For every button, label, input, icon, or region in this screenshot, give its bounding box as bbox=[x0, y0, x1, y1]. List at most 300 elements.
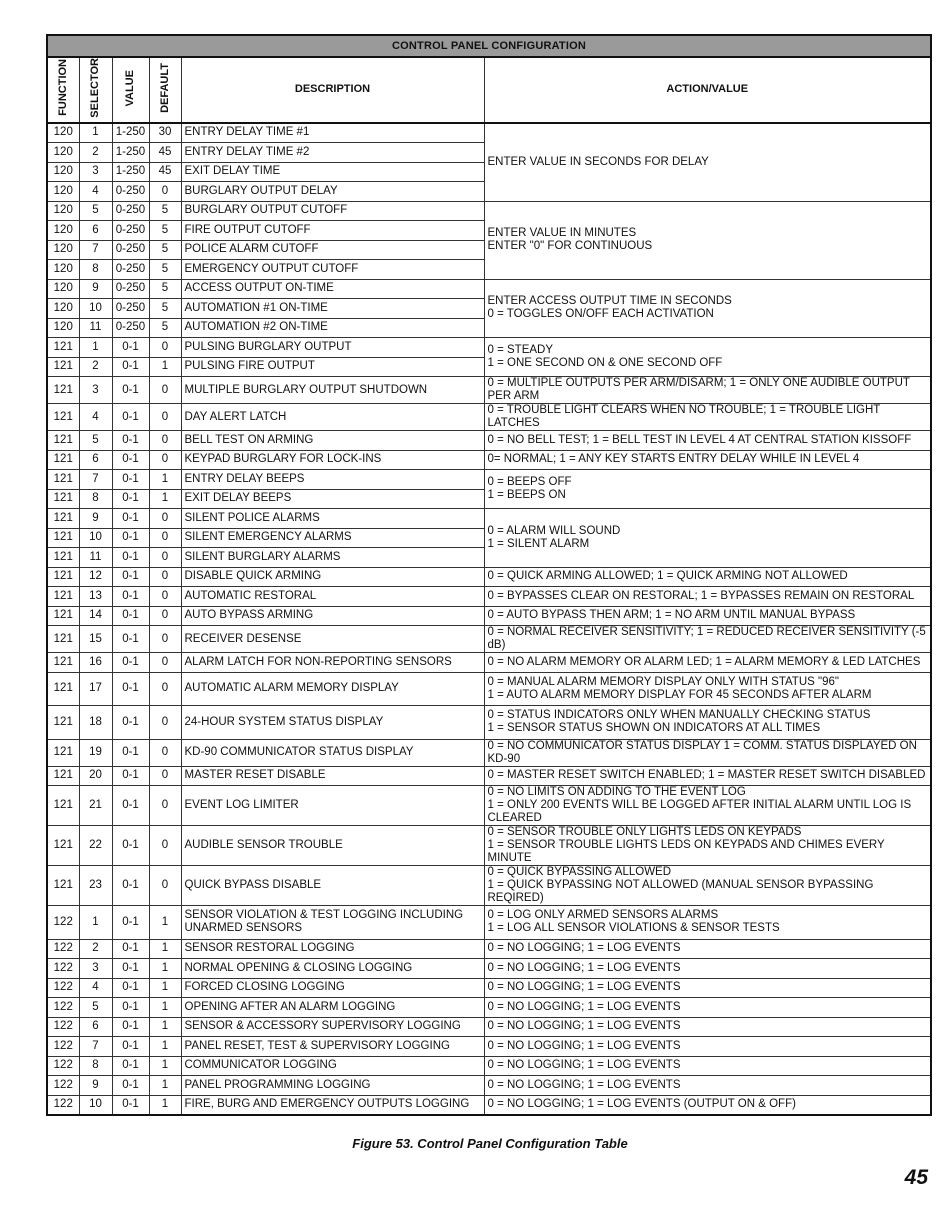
selector-cell: 6 bbox=[79, 1017, 112, 1037]
default-cell: 5 bbox=[149, 260, 181, 280]
function-cell: 121 bbox=[47, 826, 79, 866]
table-row bbox=[47, 338, 931, 358]
description-cell: AUTOMATION #2 ON-TIME bbox=[181, 318, 484, 338]
selector-cell: 15 bbox=[79, 626, 112, 653]
function-cell: 122 bbox=[47, 959, 79, 979]
default-cell: 5 bbox=[149, 318, 181, 338]
selector-cell: 9 bbox=[79, 509, 112, 529]
value-cell: 0-1 bbox=[112, 528, 149, 548]
description-cell: PULSING FIRE OUTPUT bbox=[181, 357, 484, 377]
action-value-line: 0 = NO LOGGING; 1 = LOG EVENTS bbox=[487, 981, 681, 994]
selector-cell: 10 bbox=[79, 1095, 112, 1115]
action-value-line: 0 = TROUBLE LIGHT CLEARS WHEN NO TROUBLE; 1 = TROUBLE LIGHT LATCHES bbox=[487, 404, 881, 430]
table-row bbox=[47, 587, 931, 607]
default-cell: 1 bbox=[149, 470, 181, 490]
action-value-line: 0 = NO LOGGING; 1 = LOG EVENTS bbox=[487, 1000, 681, 1013]
default-cell: 0 bbox=[149, 739, 181, 766]
value-cell: 0-250 bbox=[112, 221, 149, 241]
default-cell: 5 bbox=[149, 221, 181, 241]
default-cell: 30 bbox=[149, 123, 181, 143]
selector-cell: 4 bbox=[79, 404, 112, 431]
action-value-line: 0 = NO BELL TEST; 1 = BELL TEST IN LEVEL 4 AT CENTRAL STATION KISSOFF bbox=[487, 433, 912, 446]
description-cell: ENTRY DELAY TIME #2 bbox=[181, 143, 484, 163]
value-cell: 0-1 bbox=[112, 470, 149, 490]
function-cell: 121 bbox=[47, 338, 79, 358]
action-value-cell bbox=[484, 123, 931, 202]
value-cell: 0-1 bbox=[112, 998, 149, 1018]
value-cell: 0-1 bbox=[112, 959, 149, 979]
selector-cell: 20 bbox=[79, 766, 112, 786]
table-row bbox=[47, 672, 931, 706]
value-cell: 0-1 bbox=[112, 567, 149, 587]
description-cell: QUICK BYPASS DISABLE bbox=[181, 866, 484, 906]
default-cell: 0 bbox=[149, 404, 181, 431]
selector-cell: 3 bbox=[79, 377, 112, 404]
function-cell: 122 bbox=[47, 978, 79, 998]
selector-cell: 11 bbox=[79, 548, 112, 568]
action-value-cell bbox=[484, 1056, 931, 1076]
description-cell: AUDIBLE SENSOR TROUBLE bbox=[181, 826, 484, 866]
default-cell: 0 bbox=[149, 509, 181, 529]
action-value-cell bbox=[484, 567, 931, 587]
table-row bbox=[47, 123, 931, 143]
description-cell: SILENT BURGLARY ALARMS bbox=[181, 548, 484, 568]
page-number: 45 bbox=[904, 1166, 928, 1189]
action-value-line: 0 = NO ALARM MEMORY OR ALARM LED; 1 = ALARM MEMORY & LED LATCHES bbox=[487, 655, 921, 668]
selector-cell: 19 bbox=[79, 739, 112, 766]
selector-cell: 14 bbox=[79, 606, 112, 626]
action-value-cell bbox=[484, 201, 931, 279]
selector-cell: 18 bbox=[79, 706, 112, 740]
description-cell: BELL TEST ON ARMING bbox=[181, 431, 484, 451]
function-cell: 120 bbox=[47, 143, 79, 163]
function-cell: 121 bbox=[47, 450, 79, 470]
value-cell: 0-1 bbox=[112, 939, 149, 959]
selector-cell: 6 bbox=[79, 221, 112, 241]
action-value-cell bbox=[484, 338, 931, 377]
value-cell: 0-1 bbox=[112, 978, 149, 998]
default-cell: 1 bbox=[149, 959, 181, 979]
value-cell: 0-1 bbox=[112, 1076, 149, 1096]
function-cell: 121 bbox=[47, 766, 79, 786]
description-cell: BURGLARY OUTPUT CUTOFF bbox=[181, 201, 484, 221]
description-cell: DISABLE QUICK ARMING bbox=[181, 567, 484, 587]
selector-cell: 5 bbox=[79, 998, 112, 1018]
action-value-line: 1 = SENSOR STATUS SHOWN ON INDICATORS AT ALL TIMES bbox=[487, 722, 821, 735]
description-cell: RECEIVER DESENSE bbox=[181, 626, 484, 653]
default-cell: 1 bbox=[149, 489, 181, 509]
value-cell: 0-1 bbox=[112, 706, 149, 740]
description-cell: ALARM LATCH FOR NON-REPORTING SENSORS bbox=[181, 653, 484, 673]
action-value-line: 0 = NO LOGGING; 1 = LOG EVENTS bbox=[487, 961, 681, 974]
default-cell: 1 bbox=[149, 1095, 181, 1115]
action-value-line: 0 = MULTIPLE OUTPUTS PER ARM/DISARM; 1 = ONLY ONE AUDIBLE OUTPUT PER ARM bbox=[487, 377, 910, 403]
action-value-line: 0 = NO LOGGING; 1 = LOG EVENTS bbox=[487, 1059, 681, 1072]
function-cell: 121 bbox=[47, 528, 79, 548]
function-cell: 121 bbox=[47, 431, 79, 451]
action-value-cell bbox=[484, 786, 931, 826]
selector-cell: 1 bbox=[79, 123, 112, 143]
function-cell: 121 bbox=[47, 509, 79, 529]
action-value-line: 0 = MASTER RESET SWITCH ENABLED; 1 = MASTER RESET SWITCH DISABLED bbox=[487, 769, 926, 782]
description-cell: SENSOR RESTORAL LOGGING bbox=[181, 939, 484, 959]
action-value-line: 1 = SILENT ALARM bbox=[487, 537, 590, 550]
selector-cell: 8 bbox=[79, 260, 112, 280]
value-cell: 0-250 bbox=[112, 201, 149, 221]
table-row bbox=[47, 606, 931, 626]
table-row bbox=[47, 939, 931, 959]
default-cell: 1 bbox=[149, 1037, 181, 1057]
action-value-cell bbox=[484, 431, 931, 451]
table-row bbox=[47, 766, 931, 786]
selector-cell: 17 bbox=[79, 672, 112, 706]
function-cell: 121 bbox=[47, 739, 79, 766]
function-cell: 121 bbox=[47, 606, 79, 626]
default-cell: 0 bbox=[149, 653, 181, 673]
action-value-cell bbox=[484, 866, 931, 906]
description-cell: AUTOMATION #1 ON-TIME bbox=[181, 299, 484, 319]
action-value-cell bbox=[484, 998, 931, 1018]
selector-cell: 2 bbox=[79, 939, 112, 959]
action-value-cell bbox=[484, 906, 931, 940]
value-cell: 0-1 bbox=[112, 786, 149, 826]
action-value-line: 0 = LOG ONLY ARMED SENSORS ALARMS bbox=[487, 909, 719, 922]
action-value-cell bbox=[484, 1095, 931, 1115]
function-cell: 121 bbox=[47, 470, 79, 490]
action-value-line: 0 = NO LOGGING; 1 = LOG EVENTS bbox=[487, 942, 681, 955]
default-cell: 45 bbox=[149, 162, 181, 182]
default-cell: 1 bbox=[149, 1056, 181, 1076]
action-value-line: 0 = NO LIMITS ON ADDING TO THE EVENT LOG bbox=[487, 786, 746, 799]
function-cell: 120 bbox=[47, 240, 79, 260]
action-value-line: 0 = NO LOGGING; 1 = LOG EVENTS bbox=[487, 1020, 681, 1033]
default-cell: 0 bbox=[149, 626, 181, 653]
action-value-line: 0 = SENSOR TROUBLE ONLY LIGHTS LEDS ON KEYPADS bbox=[487, 826, 802, 839]
value-cell: 0-1 bbox=[112, 653, 149, 673]
description-cell: SILENT POLICE ALARMS bbox=[181, 509, 484, 529]
selector-cell: 16 bbox=[79, 653, 112, 673]
description-cell: KEYPAD BURGLARY FOR LOCK-INS bbox=[181, 450, 484, 470]
header-function: FUNCTION bbox=[47, 57, 79, 123]
function-cell: 120 bbox=[47, 260, 79, 280]
value-cell: 0-1 bbox=[112, 1037, 149, 1057]
table-row bbox=[47, 431, 931, 451]
default-cell: 0 bbox=[149, 606, 181, 626]
table-row bbox=[47, 450, 931, 470]
description-cell: SENSOR & ACCESSORY SUPERVISORY LOGGING bbox=[181, 1017, 484, 1037]
action-value-line: 1 = QUICK BYPASSING NOT ALLOWED (MANUAL SENSOR BYPASSING REQIRED) bbox=[487, 879, 874, 905]
selector-cell: 9 bbox=[79, 279, 112, 299]
selector-cell: 12 bbox=[79, 567, 112, 587]
value-cell: 0-1 bbox=[112, 404, 149, 431]
action-value-line: 1 = LOG ALL SENSOR VIOLATIONS & SENSOR TESTS bbox=[487, 922, 780, 935]
default-cell: 0 bbox=[149, 431, 181, 451]
table-row bbox=[47, 906, 931, 940]
selector-cell: 9 bbox=[79, 1076, 112, 1096]
action-value-cell bbox=[484, 509, 931, 568]
default-cell: 0 bbox=[149, 766, 181, 786]
function-cell: 121 bbox=[47, 404, 79, 431]
action-value-cell bbox=[484, 587, 931, 607]
description-cell: AUTOMATIC ALARM MEMORY DISPLAY bbox=[181, 672, 484, 706]
default-cell: 1 bbox=[149, 357, 181, 377]
header-value: VALUE bbox=[112, 57, 149, 123]
action-value-cell bbox=[484, 978, 931, 998]
action-value-line: 0 = MANUAL ALARM MEMORY DISPLAY ONLY WITH STATUS "96" bbox=[487, 675, 839, 688]
selector-cell: 6 bbox=[79, 450, 112, 470]
function-cell: 122 bbox=[47, 1056, 79, 1076]
table-row bbox=[47, 978, 931, 998]
function-cell: 120 bbox=[47, 182, 79, 202]
action-value-cell bbox=[484, 739, 931, 766]
function-cell: 121 bbox=[47, 489, 79, 509]
description-cell: PULSING BURGLARY OUTPUT bbox=[181, 338, 484, 358]
selector-cell: 23 bbox=[79, 866, 112, 906]
value-cell: 0-1 bbox=[112, 766, 149, 786]
function-cell: 122 bbox=[47, 1017, 79, 1037]
function-cell: 120 bbox=[47, 279, 79, 299]
value-cell: 0-250 bbox=[112, 318, 149, 338]
selector-cell: 5 bbox=[79, 431, 112, 451]
action-value-line: 1 = ONLY 200 EVENTS WILL BE LOGGED AFTER INITIAL ALARM UNTIL LOG IS CLEARED bbox=[487, 799, 912, 825]
table-row bbox=[47, 866, 931, 906]
value-cell: 0-1 bbox=[112, 489, 149, 509]
default-cell: 0 bbox=[149, 567, 181, 587]
action-value-cell bbox=[484, 404, 931, 431]
function-cell: 121 bbox=[47, 357, 79, 377]
function-cell: 122 bbox=[47, 1076, 79, 1096]
action-value-line: 0 = NO LOGGING; 1 = LOG EVENTS bbox=[487, 1039, 681, 1052]
value-cell: 0-1 bbox=[112, 450, 149, 470]
action-value-line: 1 = ONE SECOND ON & ONE SECOND OFF bbox=[487, 357, 723, 370]
function-cell: 121 bbox=[47, 672, 79, 706]
description-cell: AUTO BYPASS ARMING bbox=[181, 606, 484, 626]
header-action-value: ACTION/VALUE bbox=[484, 57, 931, 123]
default-cell: 1 bbox=[149, 939, 181, 959]
default-cell: 0 bbox=[149, 866, 181, 906]
description-cell: ENTRY DELAY TIME #1 bbox=[181, 123, 484, 143]
value-cell: 0-1 bbox=[112, 509, 149, 529]
function-cell: 120 bbox=[47, 299, 79, 319]
action-value-cell bbox=[484, 959, 931, 979]
action-value-cell bbox=[484, 470, 931, 509]
description-cell: MASTER RESET DISABLE bbox=[181, 766, 484, 786]
value-cell: 0-250 bbox=[112, 279, 149, 299]
table-row bbox=[47, 998, 931, 1018]
description-cell: EXIT DELAY BEEPS bbox=[181, 489, 484, 509]
function-cell: 121 bbox=[47, 786, 79, 826]
description-cell: 24-HOUR SYSTEM STATUS DISPLAY bbox=[181, 706, 484, 740]
action-value-cell bbox=[484, 1076, 931, 1096]
selector-cell: 4 bbox=[79, 978, 112, 998]
function-cell: 122 bbox=[47, 998, 79, 1018]
action-value-line: 0 = BYPASSES CLEAR ON RESTORAL; 1 = BYPASSES REMAIN ON RESTORAL bbox=[487, 589, 915, 602]
default-cell: 0 bbox=[149, 786, 181, 826]
table-row bbox=[47, 1095, 931, 1115]
table-row bbox=[47, 404, 931, 431]
table-row bbox=[47, 470, 931, 490]
default-cell: 5 bbox=[149, 299, 181, 319]
description-cell: ACCESS OUTPUT ON-TIME bbox=[181, 279, 484, 299]
description-cell: SENSOR VIOLATION & TEST LOGGING INCLUDING UNARMED SENSORS bbox=[181, 906, 484, 940]
action-value-line: 1 = SENSOR TROUBLE LIGHTS LEDS ON KEYPADS AND CHIMES EVERY MINUTE bbox=[487, 839, 885, 865]
value-cell: 0-250 bbox=[112, 240, 149, 260]
function-cell: 120 bbox=[47, 318, 79, 338]
function-cell: 120 bbox=[47, 123, 79, 143]
table-row bbox=[47, 201, 931, 221]
selector-cell: 11 bbox=[79, 318, 112, 338]
action-value-cell bbox=[484, 706, 931, 740]
selector-cell: 21 bbox=[79, 786, 112, 826]
description-cell: NORMAL OPENING & CLOSING LOGGING bbox=[181, 959, 484, 979]
table-row bbox=[47, 786, 931, 826]
action-value-cell bbox=[484, 653, 931, 673]
default-cell: 45 bbox=[149, 143, 181, 163]
selector-cell: 7 bbox=[79, 470, 112, 490]
table-banner: CONTROL PANEL CONFIGURATION bbox=[47, 35, 931, 57]
action-value-line: 0 = QUICK BYPASSING ALLOWED bbox=[487, 866, 672, 879]
action-value-line: ENTER VALUE IN MINUTES bbox=[487, 227, 637, 240]
action-value-line: ENTER "0" FOR CONTINUOUS bbox=[487, 240, 653, 253]
description-cell: FIRE, BURG AND EMERGENCY OUTPUTS LOGGING bbox=[181, 1095, 484, 1115]
selector-cell: 1 bbox=[79, 338, 112, 358]
default-cell: 0 bbox=[149, 826, 181, 866]
default-cell: 1 bbox=[149, 1076, 181, 1096]
description-cell: OPENING AFTER AN ALARM LOGGING bbox=[181, 998, 484, 1018]
description-cell: MULTIPLE BURGLARY OUTPUT SHUTDOWN bbox=[181, 377, 484, 404]
description-cell: KD-90 COMMUNICATOR STATUS DISPLAY bbox=[181, 739, 484, 766]
function-cell: 120 bbox=[47, 162, 79, 182]
action-value-cell bbox=[484, 606, 931, 626]
default-cell: 5 bbox=[149, 279, 181, 299]
default-cell: 1 bbox=[149, 906, 181, 940]
action-value-cell bbox=[484, 766, 931, 786]
selector-cell: 22 bbox=[79, 826, 112, 866]
table-row bbox=[47, 626, 931, 653]
default-cell: 0 bbox=[149, 672, 181, 706]
selector-cell: 7 bbox=[79, 1037, 112, 1057]
action-value-line: 0 = ALARM WILL SOUND bbox=[487, 524, 621, 537]
action-value-line: 0 = QUICK ARMING ALLOWED; 1 = QUICK ARMING NOT ALLOWED bbox=[487, 570, 848, 583]
action-value-line: 0 = NORMAL RECEIVER SENSITIVITY; 1 = REDUCED RECEIVER SENSITIVITY (-5 dB) bbox=[487, 626, 926, 652]
selector-cell: 8 bbox=[79, 1056, 112, 1076]
action-value-line: 0 = STEADY bbox=[487, 344, 554, 357]
description-cell: ENTRY DELAY BEEPS bbox=[181, 470, 484, 490]
value-cell: 0-1 bbox=[112, 587, 149, 607]
function-cell: 121 bbox=[47, 548, 79, 568]
value-cell: 0-1 bbox=[112, 431, 149, 451]
action-value-cell bbox=[484, 279, 931, 338]
selector-cell: 7 bbox=[79, 240, 112, 260]
value-cell: 0-1 bbox=[112, 826, 149, 866]
value-cell: 0-1 bbox=[112, 739, 149, 766]
action-value-line: 0 = TOGGLES ON/OFF EACH ACTIVATION bbox=[487, 308, 714, 321]
value-cell: 0-1 bbox=[112, 548, 149, 568]
value-cell: 0-1 bbox=[112, 1017, 149, 1037]
description-cell: DAY ALERT LATCH bbox=[181, 404, 484, 431]
selector-cell: 2 bbox=[79, 357, 112, 377]
description-cell: BURGLARY OUTPUT DELAY bbox=[181, 182, 484, 202]
action-value-line: 0 = NO LOGGING; 1 = LOG EVENTS (OUTPUT ON & OFF) bbox=[487, 1098, 796, 1111]
selector-cell: 3 bbox=[79, 959, 112, 979]
table-row bbox=[47, 1056, 931, 1076]
function-cell: 121 bbox=[47, 626, 79, 653]
action-value-cell bbox=[484, 672, 931, 706]
description-cell: EVENT LOG LIMITER bbox=[181, 786, 484, 826]
default-cell: 5 bbox=[149, 240, 181, 260]
value-cell: 0-1 bbox=[112, 672, 149, 706]
function-cell: 121 bbox=[47, 377, 79, 404]
default-cell: 0 bbox=[149, 706, 181, 740]
value-cell: 0-1 bbox=[112, 1056, 149, 1076]
header-default: DEFAULT bbox=[149, 57, 181, 123]
action-value-cell bbox=[484, 939, 931, 959]
function-cell: 122 bbox=[47, 1037, 79, 1057]
selector-cell: 13 bbox=[79, 587, 112, 607]
selector-cell: 10 bbox=[79, 528, 112, 548]
action-value-line: 0 = BEEPS OFF bbox=[487, 476, 572, 489]
description-cell: PANEL PROGRAMMING LOGGING bbox=[181, 1076, 484, 1096]
value-cell: 0-1 bbox=[112, 626, 149, 653]
value-cell: 0-250 bbox=[112, 182, 149, 202]
description-cell: FIRE OUTPUT CUTOFF bbox=[181, 221, 484, 241]
action-value-cell bbox=[484, 1037, 931, 1057]
description-cell: COMMUNICATOR LOGGING bbox=[181, 1056, 484, 1076]
default-cell: 1 bbox=[149, 1017, 181, 1037]
action-value-line: 1 = BEEPS ON bbox=[487, 489, 566, 502]
table-row bbox=[47, 1037, 931, 1057]
function-cell: 122 bbox=[47, 1095, 79, 1115]
value-cell: 0-1 bbox=[112, 866, 149, 906]
value-cell: 1-250 bbox=[112, 162, 149, 182]
action-value-cell bbox=[484, 450, 931, 470]
action-value-cell bbox=[484, 1017, 931, 1037]
default-cell: 0 bbox=[149, 450, 181, 470]
function-cell: 122 bbox=[47, 939, 79, 959]
selector-cell: 8 bbox=[79, 489, 112, 509]
table-row bbox=[47, 1076, 931, 1096]
description-cell: POLICE ALARM CUTOFF bbox=[181, 240, 484, 260]
description-cell: EMERGENCY OUTPUT CUTOFF bbox=[181, 260, 484, 280]
default-cell: 0 bbox=[149, 377, 181, 404]
action-value-line: 0 = NO LOGGING; 1 = LOG EVENTS bbox=[487, 1078, 681, 1091]
header-description: DESCRIPTION bbox=[181, 57, 484, 123]
default-cell: 0 bbox=[149, 182, 181, 202]
description-cell: FORCED CLOSING LOGGING bbox=[181, 978, 484, 998]
table-row bbox=[47, 1017, 931, 1037]
selector-cell: 3 bbox=[79, 162, 112, 182]
table-row bbox=[47, 653, 931, 673]
value-cell: 0-1 bbox=[112, 377, 149, 404]
table-row bbox=[47, 509, 931, 529]
action-value-cell bbox=[484, 377, 931, 404]
function-cell: 121 bbox=[47, 653, 79, 673]
table-row bbox=[47, 567, 931, 587]
function-cell: 121 bbox=[47, 587, 79, 607]
description-cell: EXIT DELAY TIME bbox=[181, 162, 484, 182]
table-row bbox=[47, 826, 931, 866]
default-cell: 0 bbox=[149, 338, 181, 358]
control-panel-configuration-table bbox=[46, 34, 932, 1116]
value-cell: 0-250 bbox=[112, 299, 149, 319]
selector-cell: 4 bbox=[79, 182, 112, 202]
function-cell: 121 bbox=[47, 866, 79, 906]
function-cell: 121 bbox=[47, 567, 79, 587]
action-value-cell bbox=[484, 826, 931, 866]
action-value-line: 0= NORMAL; 1 = ANY KEY STARTS ENTRY DELAY WHILE IN LEVEL 4 bbox=[487, 453, 860, 466]
table-row bbox=[47, 377, 931, 404]
default-cell: 5 bbox=[149, 201, 181, 221]
